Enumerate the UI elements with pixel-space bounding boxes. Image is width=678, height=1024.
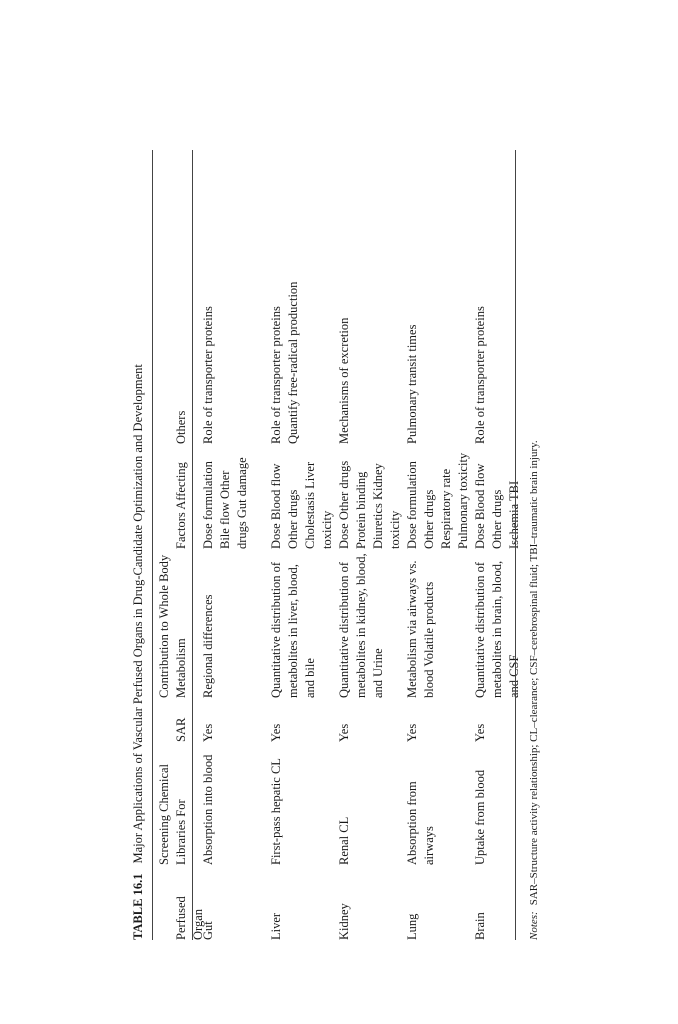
- cell-perfused-organ: Brain: [473, 912, 487, 940]
- column-header-sar: SAR: [174, 717, 188, 742]
- cell-sar: Yes: [473, 723, 487, 742]
- bottom-rule: [515, 150, 516, 940]
- table-notes: [527, 440, 541, 940]
- cell-factors-affecting: Dose Other drugs Protein binding Diuretics Kidney toxicity: [337, 460, 402, 549]
- cell-screening-libraries: Renal CL: [337, 816, 351, 865]
- column-header-screening-libraries: Screening Chemical Libraries For: [157, 763, 188, 865]
- cell-factors-affecting: Dose Blood flow Other drugs Ischemia TBI: [473, 463, 521, 549]
- cell-perfused-organ: Kidney: [337, 903, 351, 940]
- notes-text: SAR–Structure activity relationship; CL–clearance; CSF–cerebrospinal fluid; TBI–traumatic brain injury.: [528, 440, 540, 906]
- top-rule: [152, 150, 153, 940]
- table-number: TABLE 16.1: [131, 873, 145, 940]
- cell-screening-libraries: Uptake from blood: [473, 769, 487, 865]
- cell-whole-body-metabolism: Quantitative distribution of metabolites in liver, blood, and bile: [269, 561, 317, 698]
- column-header-whole-body-metabolism: Contribution to Whole Body Metabolism: [157, 554, 188, 698]
- cell-perfused-organ: Lung: [405, 913, 419, 940]
- cell-perfused-organ: Liver: [269, 912, 283, 940]
- cell-sar: Yes: [405, 723, 419, 742]
- cell-screening-libraries: Absorption into blood: [201, 754, 215, 865]
- cell-whole-body-metabolism: Metabolism via airways vs. blood Volatile products: [405, 560, 436, 698]
- column-header-perfused-organ: Perfused Organ: [174, 896, 205, 940]
- table-caption: [130, 364, 146, 940]
- cell-whole-body-metabolism: Regional differences: [201, 594, 215, 698]
- cell-sar: Yes: [269, 723, 283, 742]
- cell-factors-affecting: Dose Blood flow Other drugs Cholestasis Liver toxicity: [269, 461, 334, 549]
- cell-screening-libraries: Absorption from airways: [405, 781, 436, 865]
- cell-others: Role of transporter proteins Quantify free-radical production: [269, 281, 300, 444]
- cell-screening-libraries: First-pass hepatic CL: [269, 758, 283, 865]
- rotated-table-page: [130, 90, 570, 940]
- column-header-factors-affecting: Factors Affecting: [174, 462, 188, 549]
- header-rule: [192, 150, 193, 940]
- cell-whole-body-metabolism: Quantitative distribution of metabolites in kidney, blood, and Urine: [337, 553, 385, 698]
- cell-sar: Yes: [201, 723, 215, 742]
- cell-whole-body-metabolism: Quantitative distribution of metabolites in brain, blood, and CSF: [473, 560, 521, 698]
- cell-sar: Yes: [337, 723, 351, 742]
- notes-label: Notes:: [528, 911, 540, 940]
- cell-perfused-organ: Gut: [201, 921, 215, 940]
- cell-others: Mechanisms of excretion: [337, 317, 351, 444]
- table-title: Major Applications of Vascular Perfused Organs in Drug-Candidate Optimization and Development: [131, 364, 145, 864]
- cell-others: Role of transporter proteins: [473, 306, 487, 444]
- cell-others: Pulmonary transit times: [405, 324, 419, 444]
- cell-others: Role of transporter proteins: [201, 306, 215, 444]
- cell-factors-affecting: Dose formulation Other drugs Respiratory rate Pulmonary toxicity: [405, 452, 470, 549]
- cell-factors-affecting: Dose formulation Bile flow Other drugs Gut damage: [201, 457, 249, 549]
- column-header-others: Others: [174, 410, 188, 444]
